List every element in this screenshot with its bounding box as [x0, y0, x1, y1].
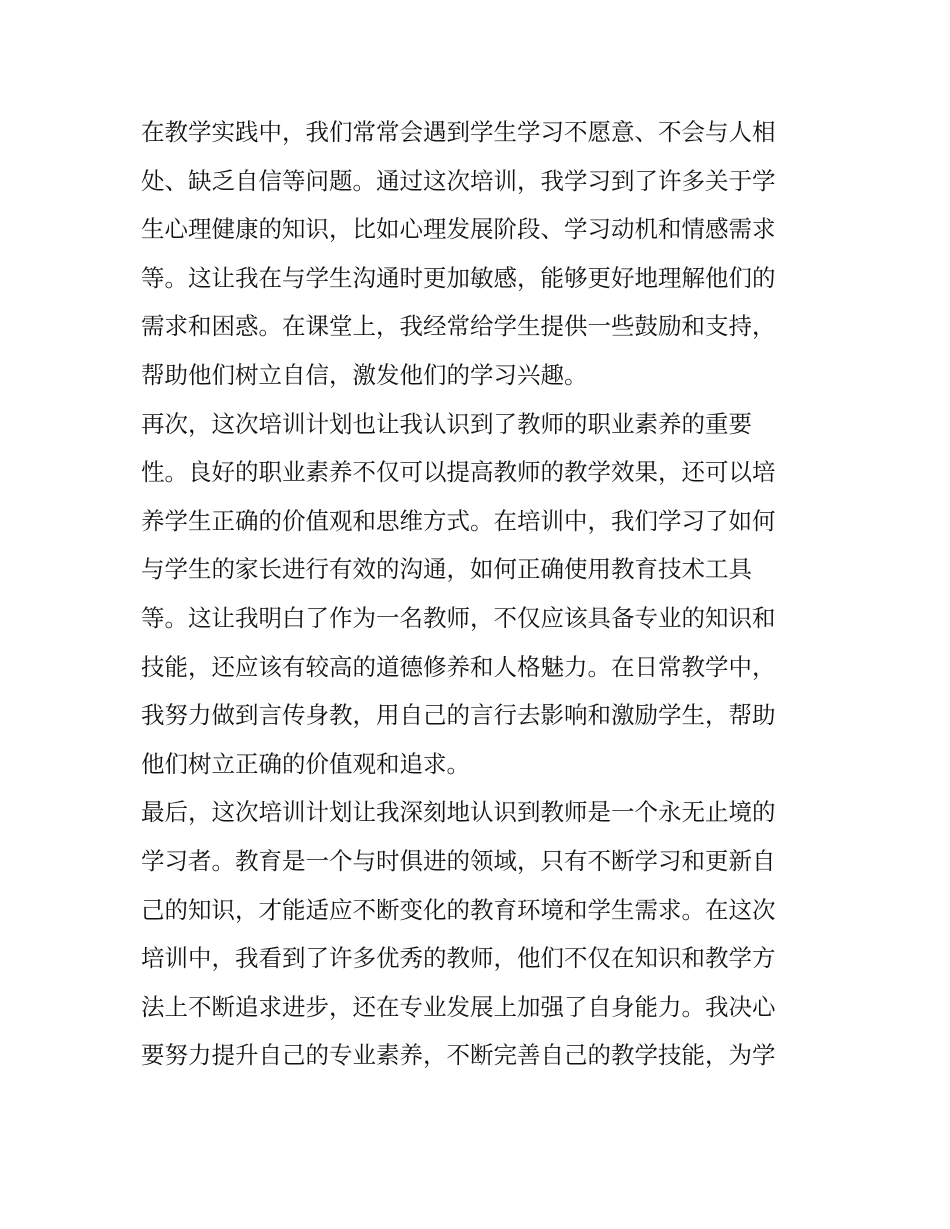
text-line: 在教学实践中，我们常常会遇到学生学习不愿意、不会与人相 [141, 118, 776, 146]
text-line: 技能，还应该有较高的道德修养和人格魅力。在日常教学中， [141, 652, 776, 681]
text-line: 养学生正确的价值观和思维方式。在培训中，我们学习了如何 [141, 506, 776, 535]
text-line: 处、缺乏自信等问题。通过这次培训，我学习到了许多关于学 [141, 166, 776, 195]
text-line: 性。良好的职业素养不仅可以提高教师的教学效果，还可以培 [141, 458, 776, 487]
text-line: 等。这让我明白了作为一名教师，不仅应该具备专业的知识和 [141, 603, 776, 632]
text-line: 再次，这次培训计划也让我认识到了教师的职业素养的重要 [141, 409, 752, 438]
text-line: 帮助他们树立自信，激发他们的学习兴趣。 [141, 360, 588, 389]
text-line: 最后，这次培训计划让我深刻地认识到教师是一个永无止境的 [141, 798, 776, 827]
text-line: 学习者。教育是一个与时俱进的领域，只有不断学习和更新自 [141, 846, 776, 875]
text-line: 等。这让我在与学生沟通时更加敏感，能够更好地理解他们的 [141, 263, 776, 292]
text-line: 他们树立正确的价值观和追求。 [141, 749, 470, 778]
text-line: 培训中，我看到了许多优秀的教师，他们不仅在知识和教学方 [141, 944, 776, 973]
text-line: 需求和困惑。在课堂上，我经常给学生提供一些鼓励和支持， [141, 312, 776, 341]
text-line: 我努力做到言传身教，用自己的言行去影响和激励学生，帮助 [141, 701, 776, 730]
text-line: 法上不断追求进步，还在专业发展上加强了自身能力。我决心 [141, 992, 776, 1021]
text-line: 与学生的家长进行有效的沟通，如何正确使用教育技术工具 [141, 555, 752, 584]
text-line: 生心理健康的知识，比如心理发展阶段、学习动机和情感需求 [141, 215, 776, 244]
text-line: 要努力提升自己的专业素养，不断完善自己的教学技能，为学 [141, 1041, 776, 1070]
body-text [141, 108, 817, 1080]
text-line: 己的知识，才能适应不断变化的教育环境和学生需求。在这次 [141, 895, 776, 924]
